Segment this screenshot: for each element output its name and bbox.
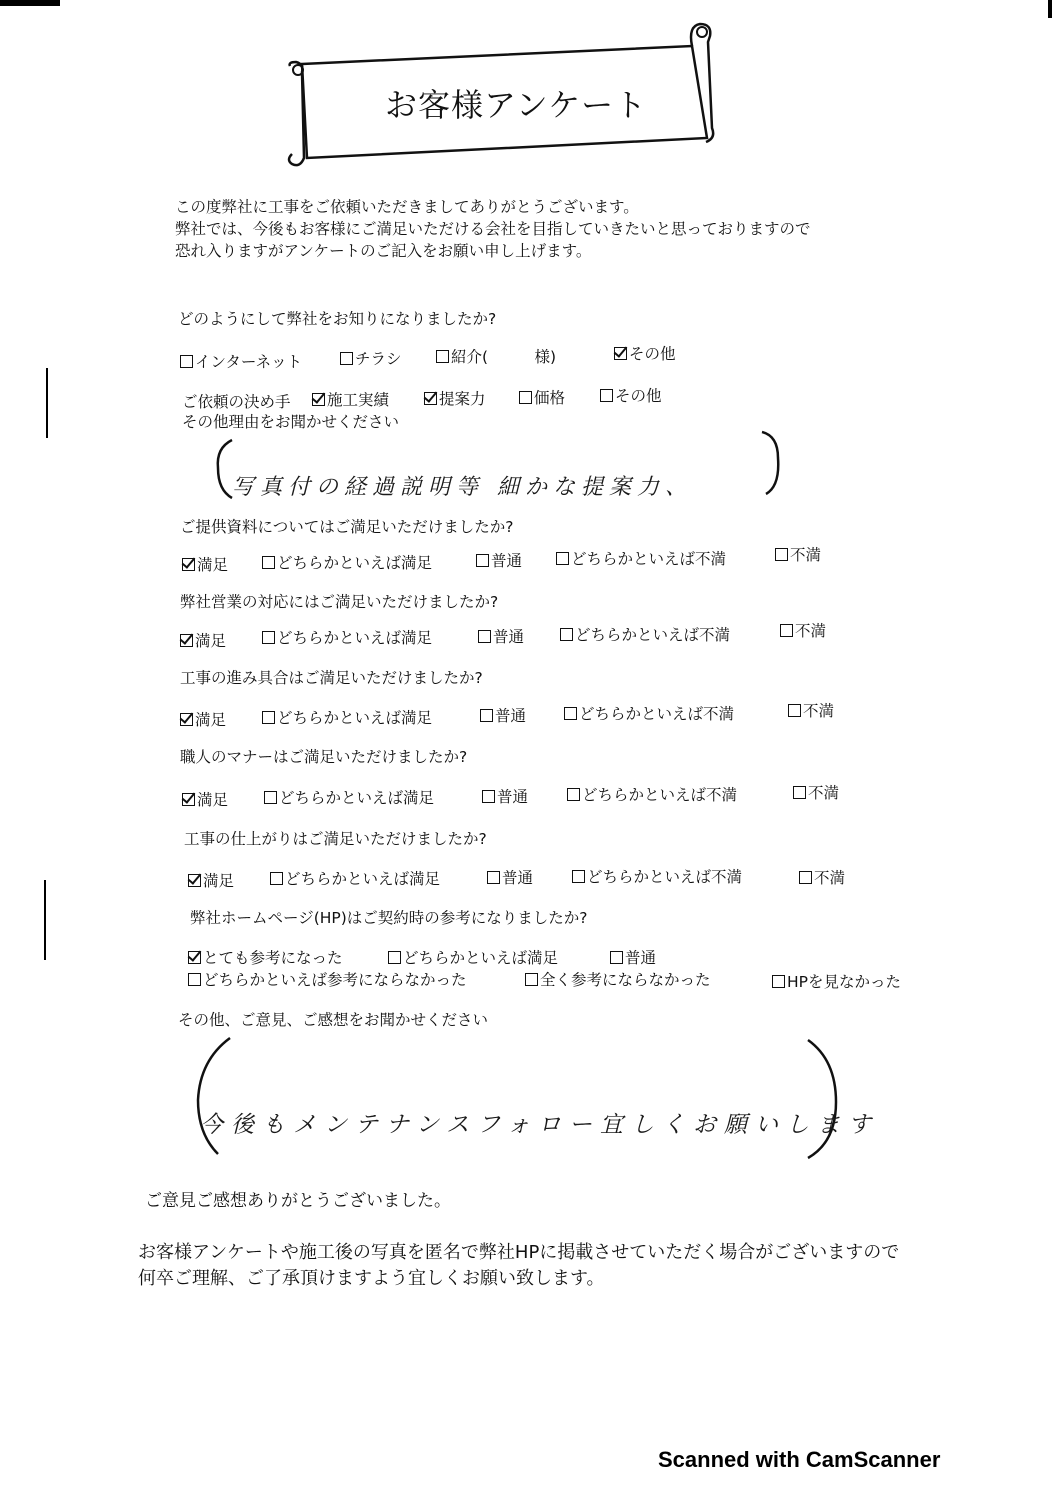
q5-option-somewhat-satisfied[interactable]: どちらかといえば満足 — [262, 706, 432, 728]
checkbox[interactable] — [772, 975, 785, 988]
question-progress: 工事の進み具合はご満足いただけましたか? — [180, 669, 483, 687]
q8-option-did-not-see-hp[interactable]: HPを見なかった — [772, 970, 901, 992]
comment-answer-brackets — [190, 1030, 850, 1166]
checkbox[interactable] — [600, 389, 613, 402]
checkbox[interactable] — [780, 624, 793, 637]
q2-option-proposal[interactable]: 提案力 — [424, 387, 486, 409]
q2-option-other[interactable]: その他 — [600, 384, 662, 406]
question-how-found: どのようにして弊社をお知りになりましたか? — [178, 310, 497, 328]
intro-line-1: この度弊社に工事をご依頼いただきましてありがとうございます。 — [175, 198, 639, 216]
checkbox[interactable] — [482, 790, 495, 803]
checkbox[interactable] — [487, 871, 500, 884]
question-deciding-factor: ご依頼の決め手 — [182, 393, 291, 411]
checkbox[interactable] — [519, 391, 532, 404]
question-materials: ご提供資料についてはご満足いただけましたか? — [180, 518, 514, 536]
checkbox[interactable] — [262, 556, 275, 569]
q6-option-somewhat-satisfied[interactable]: どちらかといえば満足 — [264, 786, 434, 808]
checkbox[interactable] — [264, 791, 277, 804]
checkbox[interactable] — [567, 788, 580, 801]
q4-option-neutral[interactable]: 普通 — [478, 625, 524, 647]
q6-option-somewhat-dissatisfied[interactable]: どちらかといえば不満 — [567, 783, 737, 805]
checkbox[interactable] — [188, 973, 201, 986]
notice-line-2: 何卒ご理解、ご了承頂けますよう宜しくお願い致します。 — [138, 1268, 605, 1289]
q2-option-track-record[interactable]: 施工実績 — [312, 388, 389, 410]
checkbox[interactable] — [564, 707, 577, 720]
q5-option-somewhat-dissatisfied[interactable]: どちらかといえば不満 — [564, 702, 734, 724]
scan-edge-top-left — [0, 0, 60, 6]
q6-option-satisfied[interactable]: 満足 — [182, 788, 228, 810]
page-title: お客様アンケート — [385, 86, 648, 124]
checkbox-checked[interactable] — [180, 713, 193, 726]
q7-option-neutral[interactable]: 普通 — [487, 866, 533, 888]
checkbox[interactable] — [262, 631, 275, 644]
reason-answer-handwritten: 写真付の経過説明等 細かな提案力、 — [232, 475, 693, 500]
checkbox[interactable] — [480, 709, 493, 722]
checkbox-checked[interactable] — [188, 951, 201, 964]
intro-line-3: 恐れ入りますがアンケートのご記入をお願い申し上げます。 — [175, 242, 592, 260]
margin-mark-1 — [46, 368, 48, 438]
camscanner-watermark: Scanned with CamScanner — [658, 1447, 941, 1472]
checkbox[interactable] — [775, 548, 788, 561]
checkbox[interactable] — [560, 628, 573, 641]
checkbox[interactable] — [340, 352, 353, 365]
intro-line-2: 弊社では、今後もお客様にご満足いただける会社を目指していきたいと思っておりますので — [175, 220, 811, 238]
q6-option-neutral[interactable]: 普通 — [482, 785, 528, 807]
comment-answer-handwritten: 今後もメンテナンスフォロー宜しくお願いします — [200, 1112, 880, 1138]
publication-notice — [138, 1240, 899, 1292]
checkbox-checked[interactable] — [312, 393, 325, 406]
q7-option-somewhat-dissatisfied[interactable]: どちらかといえば不満 — [572, 865, 742, 887]
reason-prompt: その他理由をお聞かせください — [182, 413, 400, 431]
checkbox-checked[interactable] — [182, 558, 195, 571]
checkbox-checked[interactable] — [180, 634, 193, 647]
q8-option-very-helpful[interactable]: とても参考になった — [188, 946, 343, 968]
q8-option-somewhat-satisfied[interactable]: どちらかといえば満足 — [388, 946, 558, 968]
checkbox[interactable] — [478, 630, 491, 643]
notice-line-1: お客様アンケートや施工後の写真を匿名で弊社HPに掲載させていただく場合がございますので — [138, 1242, 900, 1263]
q4-option-dissatisfied[interactable]: 不満 — [780, 619, 826, 641]
question-homepage-reference: 弊社ホームページ(HP)はご契約時の参考になりましたか? — [190, 909, 588, 927]
checkbox[interactable] — [180, 355, 193, 368]
question-craftsman-manners: 職人のマナーはご満足いただけましたか? — [180, 748, 468, 766]
q4-option-somewhat-dissatisfied[interactable]: どちらかといえば不満 — [560, 623, 730, 645]
checkbox[interactable] — [476, 554, 489, 567]
q2-option-price[interactable]: 価格 — [519, 386, 565, 408]
q6-option-dissatisfied[interactable]: 不満 — [793, 781, 839, 803]
checkbox[interactable] — [556, 552, 569, 565]
q1-option-internet[interactable]: インターネット — [180, 350, 302, 372]
checkbox[interactable] — [436, 350, 449, 363]
q1-option-referral[interactable]: 紹介( 様) — [436, 345, 556, 367]
checkbox[interactable] — [525, 973, 538, 986]
checkbox[interactable] — [610, 951, 623, 964]
checkbox-checked[interactable] — [424, 392, 437, 405]
checkbox[interactable] — [270, 872, 283, 885]
q3-option-satisfied[interactable]: 満足 — [182, 553, 228, 575]
checkbox-checked[interactable] — [614, 347, 627, 360]
question-sales-response: 弊社営業の対応にはご満足いただけましたか? — [180, 593, 499, 611]
checkbox[interactable] — [799, 871, 812, 884]
q4-option-satisfied[interactable]: 満足 — [180, 629, 226, 651]
intro-text — [175, 196, 811, 262]
q3-option-somewhat-dissatisfied[interactable]: どちらかといえば不満 — [556, 547, 726, 569]
margin-mark-2 — [44, 880, 46, 960]
checkbox[interactable] — [262, 711, 275, 724]
q3-option-somewhat-satisfied[interactable]: どちらかといえば満足 — [262, 551, 432, 573]
q8-option-neutral[interactable]: 普通 — [610, 946, 656, 968]
q7-option-satisfied[interactable]: 満足 — [188, 869, 234, 891]
checkbox-checked[interactable] — [182, 793, 195, 806]
q8-option-not-helpful[interactable]: 全く参考にならなかった — [525, 968, 711, 990]
q5-option-dissatisfied[interactable]: 不満 — [788, 699, 834, 721]
q1-option-other[interactable]: その他 — [614, 342, 676, 364]
q7-option-somewhat-satisfied[interactable]: どちらかといえば満足 — [270, 867, 440, 889]
q1-option-flyer[interactable]: チラシ — [340, 347, 402, 369]
checkbox-checked[interactable] — [188, 874, 201, 887]
q3-option-dissatisfied[interactable]: 不満 — [775, 543, 821, 565]
q5-option-satisfied[interactable]: 満足 — [180, 708, 226, 730]
scan-edge-right — [1048, 0, 1052, 18]
checkbox[interactable] — [572, 870, 585, 883]
q7-option-dissatisfied[interactable]: 不満 — [799, 866, 845, 888]
checkbox[interactable] — [788, 704, 801, 717]
q8-option-somewhat-unhelpful[interactable]: どちらかといえば参考にならなかった — [188, 968, 467, 990]
checkbox[interactable] — [793, 786, 806, 799]
q4-option-somewhat-satisfied[interactable]: どちらかといえば満足 — [262, 626, 432, 648]
q3-option-neutral[interactable]: 普通 — [476, 549, 522, 571]
question-other-comments: その他、ご意見、ご感想をお聞かせください — [178, 1011, 489, 1029]
thanks-message: ご意見ご感想ありがとうございました。 — [145, 1191, 451, 1211]
checkbox[interactable] — [388, 951, 401, 964]
q5-option-neutral[interactable]: 普通 — [480, 704, 526, 726]
question-finish-quality: 工事の仕上がりはご満足いただけましたか? — [184, 830, 487, 848]
